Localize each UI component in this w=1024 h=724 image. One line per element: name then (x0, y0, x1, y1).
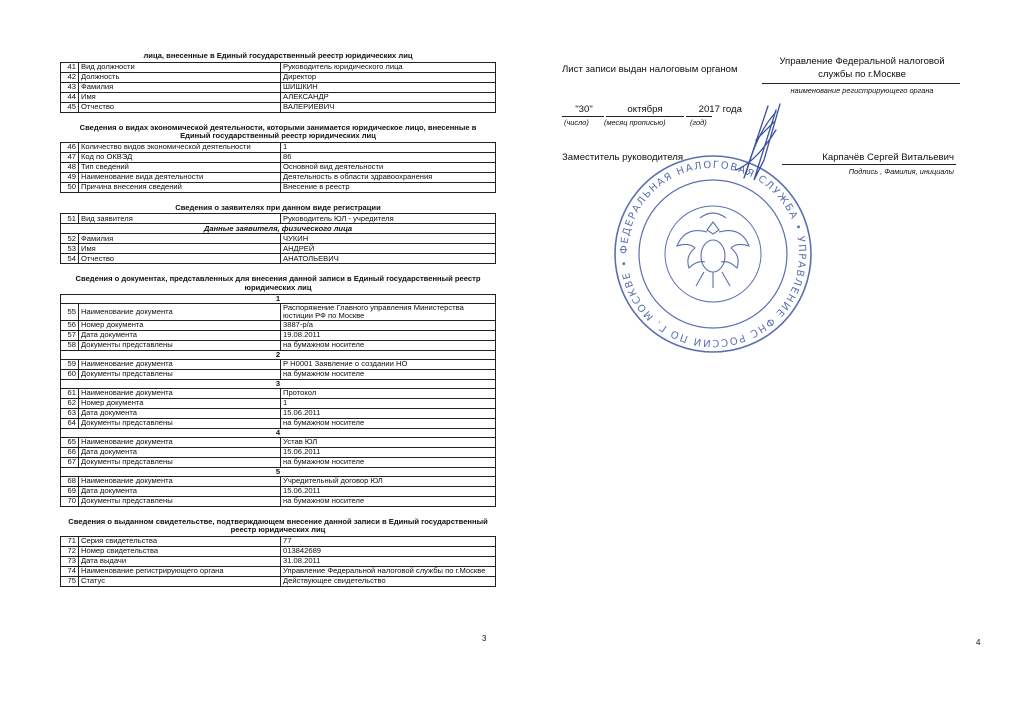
row-field-value: Р Н0001 Заявление о создании НО (281, 359, 496, 369)
row-number: 75 (61, 576, 79, 586)
date-month-underline (606, 116, 684, 117)
row-field-value: на бумажном носителе (281, 457, 496, 467)
row-number: 65 (61, 437, 79, 447)
row-number: 73 (61, 556, 79, 566)
row-field-name: Причина внесения сведений (79, 182, 281, 192)
row-field-name: Наименование документа (79, 388, 281, 398)
row-field-value: ШИШКИН (281, 82, 496, 92)
document-group-row (61, 428, 496, 437)
row-field-value: 86 (281, 152, 496, 162)
document-group-number: 1 (61, 294, 496, 303)
table-row (61, 254, 496, 264)
table-row (61, 576, 496, 586)
authority-line-2: службы по г.Москве (818, 69, 906, 80)
date-month: октября (627, 104, 663, 115)
row-field-value: Управление Федеральной налоговой службы по г.Москве (281, 566, 496, 576)
row-field-value: АНДРЕЙ (281, 244, 496, 254)
row-field-name: Дата документа (79, 408, 281, 418)
date-day: "30" (575, 104, 593, 115)
row-field-name: Отчество (79, 102, 281, 112)
table-row (61, 388, 496, 398)
row-field-name: Наименование документа (79, 359, 281, 369)
row-number: 74 (61, 566, 79, 576)
row-number: 42 (61, 72, 79, 82)
row-number: 44 (61, 92, 79, 102)
authority-caption: наименование регистрирующего органа (790, 86, 934, 95)
row-number: 58 (61, 340, 79, 350)
table-row (61, 556, 496, 566)
table-row (61, 102, 496, 112)
row-field-value: 15.06.2011 (281, 408, 496, 418)
row-field-value: 77 (281, 536, 496, 546)
row-field-name: Документы представлены (79, 496, 281, 506)
page-number-right: 4 (976, 638, 981, 647)
row-number: 47 (61, 152, 79, 162)
row-field-name: Наименование документа (79, 437, 281, 447)
row-number: 67 (61, 457, 79, 467)
row-field-name: Вид заявителя (79, 214, 281, 224)
document-group-number: 4 (61, 428, 496, 437)
signer-name: Карпачёв Сергей Витальевич (822, 152, 954, 163)
table-documents (60, 294, 496, 507)
row-field-name: Тип сведений (79, 162, 281, 172)
section-title-documents: Сведения о документах, представленных для внесения данной записи в Единый государственный реестр юридических лиц (75, 274, 481, 292)
signer-caption: Подпись , Фамилия, инициалы (848, 167, 954, 176)
table-row (61, 152, 496, 162)
row-field-name: Фамилия (79, 234, 281, 244)
table-row (61, 162, 496, 172)
row-number: 53 (61, 244, 79, 254)
table-row (61, 536, 496, 546)
issued-by-label: Лист записи выдан налоговым органом (562, 64, 738, 75)
table-row (61, 418, 496, 428)
row-field-value: Устав ЮЛ (281, 437, 496, 447)
table-row (61, 62, 496, 72)
row-field-name: Номер документа (79, 320, 281, 330)
row-number: 51 (61, 214, 79, 224)
section-title-applicants: Сведения о заявителях при данном виде регистрации (175, 202, 381, 212)
table-subheader-row (61, 224, 496, 234)
row-field-value: 013842689 (281, 546, 496, 556)
row-field-value: АЛЕКСАНДР (281, 92, 496, 102)
row-field-value: Протокол (281, 388, 496, 398)
row-number: 50 (61, 182, 79, 192)
svg-text:ФЕДЕРАЛЬНАЯ НАЛОГОВАЯ СЛУЖБА •: ФЕДЕРАЛЬНАЯ НАЛОГОВАЯ СЛУЖБА • УПРАВЛЕНИЕ ФНС РОССИИ ПО Г. МОСКВЕ • (618, 159, 808, 349)
row-number: 56 (61, 320, 79, 330)
row-number: 63 (61, 408, 79, 418)
document-group-row (61, 467, 496, 476)
table-row (61, 244, 496, 254)
row-number: 46 (61, 142, 79, 152)
table-row (61, 566, 496, 576)
row-field-value: 19.08.2011 (281, 330, 496, 340)
date-day-underline (562, 116, 604, 117)
row-field-value: 3887-р/а (281, 320, 496, 330)
row-number: 59 (61, 359, 79, 369)
table-row (61, 172, 496, 182)
page-right (556, 52, 966, 652)
row-field-value: Внесение в реестр (281, 182, 496, 192)
row-field-name: Наименование вида деятельности (79, 172, 281, 182)
row-field-value: 15.06.2011 (281, 447, 496, 457)
row-number: 61 (61, 388, 79, 398)
row-field-name: Имя (79, 244, 281, 254)
row-field-name: Статус (79, 576, 281, 586)
row-field-name: Дата документа (79, 330, 281, 340)
row-field-name: Наименование документа (79, 303, 281, 320)
authority-line-1: Управление Федеральной налоговой (779, 56, 945, 67)
table-row (61, 303, 496, 320)
row-field-name: Документы представлены (79, 340, 281, 350)
row-field-name: Имя (79, 92, 281, 102)
row-field-name: Номер свидетельства (79, 546, 281, 556)
row-field-value: Действующее свидетельство (281, 576, 496, 586)
date-caption-year: (год) (690, 118, 707, 127)
row-field-name: Документы представлены (79, 457, 281, 467)
row-number: 69 (61, 486, 79, 496)
row-field-value: Распоряжение Главного управления Министерства юстиции РФ по Москве (281, 303, 496, 320)
row-number: 55 (61, 303, 79, 320)
table-activity (60, 142, 496, 193)
page-left (60, 52, 496, 598)
table-row (61, 234, 496, 244)
row-number: 52 (61, 234, 79, 244)
table-row (61, 369, 496, 379)
document-group-row (61, 379, 496, 388)
row-field-value: Деятельность в области здравоохранения (281, 172, 496, 182)
table-row (61, 437, 496, 447)
date-year: 2017 года (698, 104, 742, 115)
document-group-row (61, 350, 496, 359)
table-row (61, 82, 496, 92)
document-group-number: 5 (61, 467, 496, 476)
row-number: 48 (61, 162, 79, 172)
row-field-value: Руководитель ЮЛ - учредителя (281, 214, 496, 224)
row-field-value: 1 (281, 142, 496, 152)
row-number: 54 (61, 254, 79, 264)
applicant-subheader: Данные заявителя, физического лица (61, 224, 496, 234)
row-field-value: 1 (281, 398, 496, 408)
row-field-value: Руководитель юридического лица (281, 62, 496, 72)
eagle-emblem-icon (677, 213, 749, 288)
table-row (61, 408, 496, 418)
row-field-name: Документы представлены (79, 418, 281, 428)
row-field-value: 15.06.2011 (281, 486, 496, 496)
row-field-name: Отчество (79, 254, 281, 264)
row-number: 57 (61, 330, 79, 340)
row-field-value: Директор (281, 72, 496, 82)
section-title-activity: Сведения о видах экономической деятельности, которыми занимается юридическое лицо, внесенные в Единый государственный реестр юридических лиц (79, 122, 477, 141)
row-field-value: на бумажном носителе (281, 418, 496, 428)
table-row (61, 340, 496, 350)
row-field-name: Код по ОКВЭД (79, 152, 281, 162)
row-field-name: Дата документа (79, 447, 281, 457)
row-field-name: Документы представлены (79, 369, 281, 379)
table-row (61, 359, 496, 369)
document-group-number: 3 (61, 379, 496, 388)
table-certificate (60, 536, 496, 587)
row-field-value: Учредительный договор ЮЛ (281, 476, 496, 486)
table-row (61, 398, 496, 408)
row-field-name: Наименование документа (79, 476, 281, 486)
document-group-number: 2 (61, 350, 496, 359)
row-field-value: на бумажном носителе (281, 496, 496, 506)
row-number: 41 (61, 62, 79, 72)
row-number: 71 (61, 536, 79, 546)
table-row (61, 214, 496, 224)
table-row (61, 546, 496, 556)
section-title-head: лица, внесенные в Единый государственный реестр юридических лиц (143, 51, 413, 60)
row-field-name: Фамилия (79, 82, 281, 92)
table-row (61, 182, 496, 192)
row-number: 64 (61, 418, 79, 428)
row-field-value: на бумажном носителе (281, 369, 496, 379)
row-number: 70 (61, 496, 79, 506)
date-caption-day: (число) (564, 118, 589, 127)
handwritten-signature (706, 100, 796, 190)
row-number: 62 (61, 398, 79, 408)
row-field-name: Должность (79, 72, 281, 82)
table-row (61, 447, 496, 457)
table-row (61, 92, 496, 102)
row-field-value: Основной вид деятельности (281, 162, 496, 172)
authority-underline (762, 83, 960, 84)
table-row (61, 320, 496, 330)
row-field-name: Количество видов экономической деятельности (79, 142, 281, 152)
row-field-name: Дата выдачи (79, 556, 281, 566)
date-caption-month: (месяц прописью) (604, 118, 666, 127)
row-field-name: Наименование регистрирующего органа (79, 566, 281, 576)
row-field-value: АНАТОЛЬЕВИЧ (281, 254, 496, 264)
row-number: 49 (61, 172, 79, 182)
section-title-certificate: Сведения о выданном свидетельстве, подтверждающем внесение данной записи в Единый государственный реестр юридических лиц (68, 516, 488, 535)
row-field-value: ВАЛЕРИЕВИЧ (281, 102, 496, 112)
row-field-value: 31.08.2011 (281, 556, 496, 566)
table-row (61, 142, 496, 152)
row-number: 68 (61, 476, 79, 486)
row-number: 66 (61, 447, 79, 457)
row-field-name: Дата документа (79, 486, 281, 496)
row-number: 60 (61, 369, 79, 379)
table-row (61, 72, 496, 82)
row-number: 43 (61, 82, 79, 92)
document-group-row (61, 294, 496, 303)
row-field-value: на бумажном носителе (281, 340, 496, 350)
table-head (60, 62, 496, 113)
page-number-left: 3 (482, 634, 487, 643)
table-row (61, 457, 496, 467)
table-row (61, 486, 496, 496)
table-row (61, 496, 496, 506)
row-number: 45 (61, 102, 79, 112)
table-applicants (60, 213, 496, 264)
row-number: 72 (61, 546, 79, 556)
position-title: Заместитель руководителя (562, 152, 684, 163)
table-row (61, 330, 496, 340)
row-field-name: Серия свидетельства (79, 536, 281, 546)
row-field-value: ЧУКИН (281, 234, 496, 244)
table-row (61, 476, 496, 486)
row-field-name: Вид должности (79, 62, 281, 72)
row-field-name: Номер документа (79, 398, 281, 408)
